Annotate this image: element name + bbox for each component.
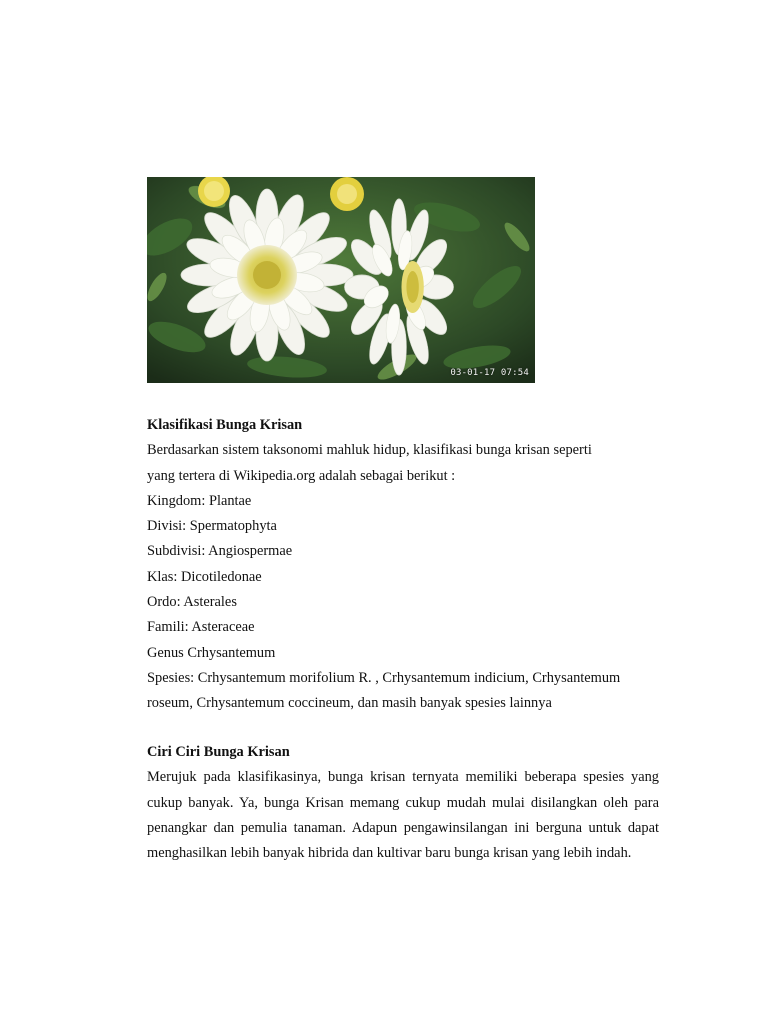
classification-item: Genus Crhysantemum	[147, 644, 276, 661]
classification-item: Ordo: Asterales	[147, 594, 237, 611]
characteristics-heading: Ciri Ciri Bunga Krisan	[147, 744, 290, 760]
classification-item: Famili: Asteraceae	[147, 619, 255, 636]
classification-item: Kingdom: Plantae	[147, 492, 252, 509]
chrysanthemum-photo	[147, 177, 535, 383]
classification-heading: Klasifikasi Bunga Krisan	[147, 417, 303, 433]
characteristics-paragraph: Merujuk pada klasifikasinya, bunga krisan ternyata memiliki beberapa spesies yang cukup banyak. Ya, bunga Krisan memang cukup mudah mulai disilangkan oleh para penangkar dan pemulia tanaman. Adapun pengawinsilangan ini berguna untuk dapat menghasilkan lebih banyak hibrida dan kultivar baru bunga krisan yang lebih indah.	[147, 769, 659, 862]
classification-intro-line: Berdasarkan sistem taksonomi mahluk hidup, klasifikasi bunga krisan seperti	[147, 442, 592, 459]
species-line: roseum, Crhysantemum coccineum, dan masih banyak spesies lainnya	[147, 695, 552, 712]
classification-item: Subdivisi: Angiospermae	[147, 543, 293, 560]
classification-section	[147, 413, 659, 717]
classification-intro-line: yang tertera di Wikipedia.org adalah sebagai berikut :	[147, 467, 456, 484]
photo-timestamp: 03-01-17 07:54	[450, 368, 529, 378]
characteristics-section	[147, 740, 659, 866]
classification-item: Klas: Dicotiledonae	[147, 568, 262, 585]
classification-item: Divisi: Spermatophyta	[147, 518, 277, 535]
species-line: Spesies: Crhysantemum morifolium R. , Crhysantemum indicium, Crhysantemum	[147, 669, 621, 686]
